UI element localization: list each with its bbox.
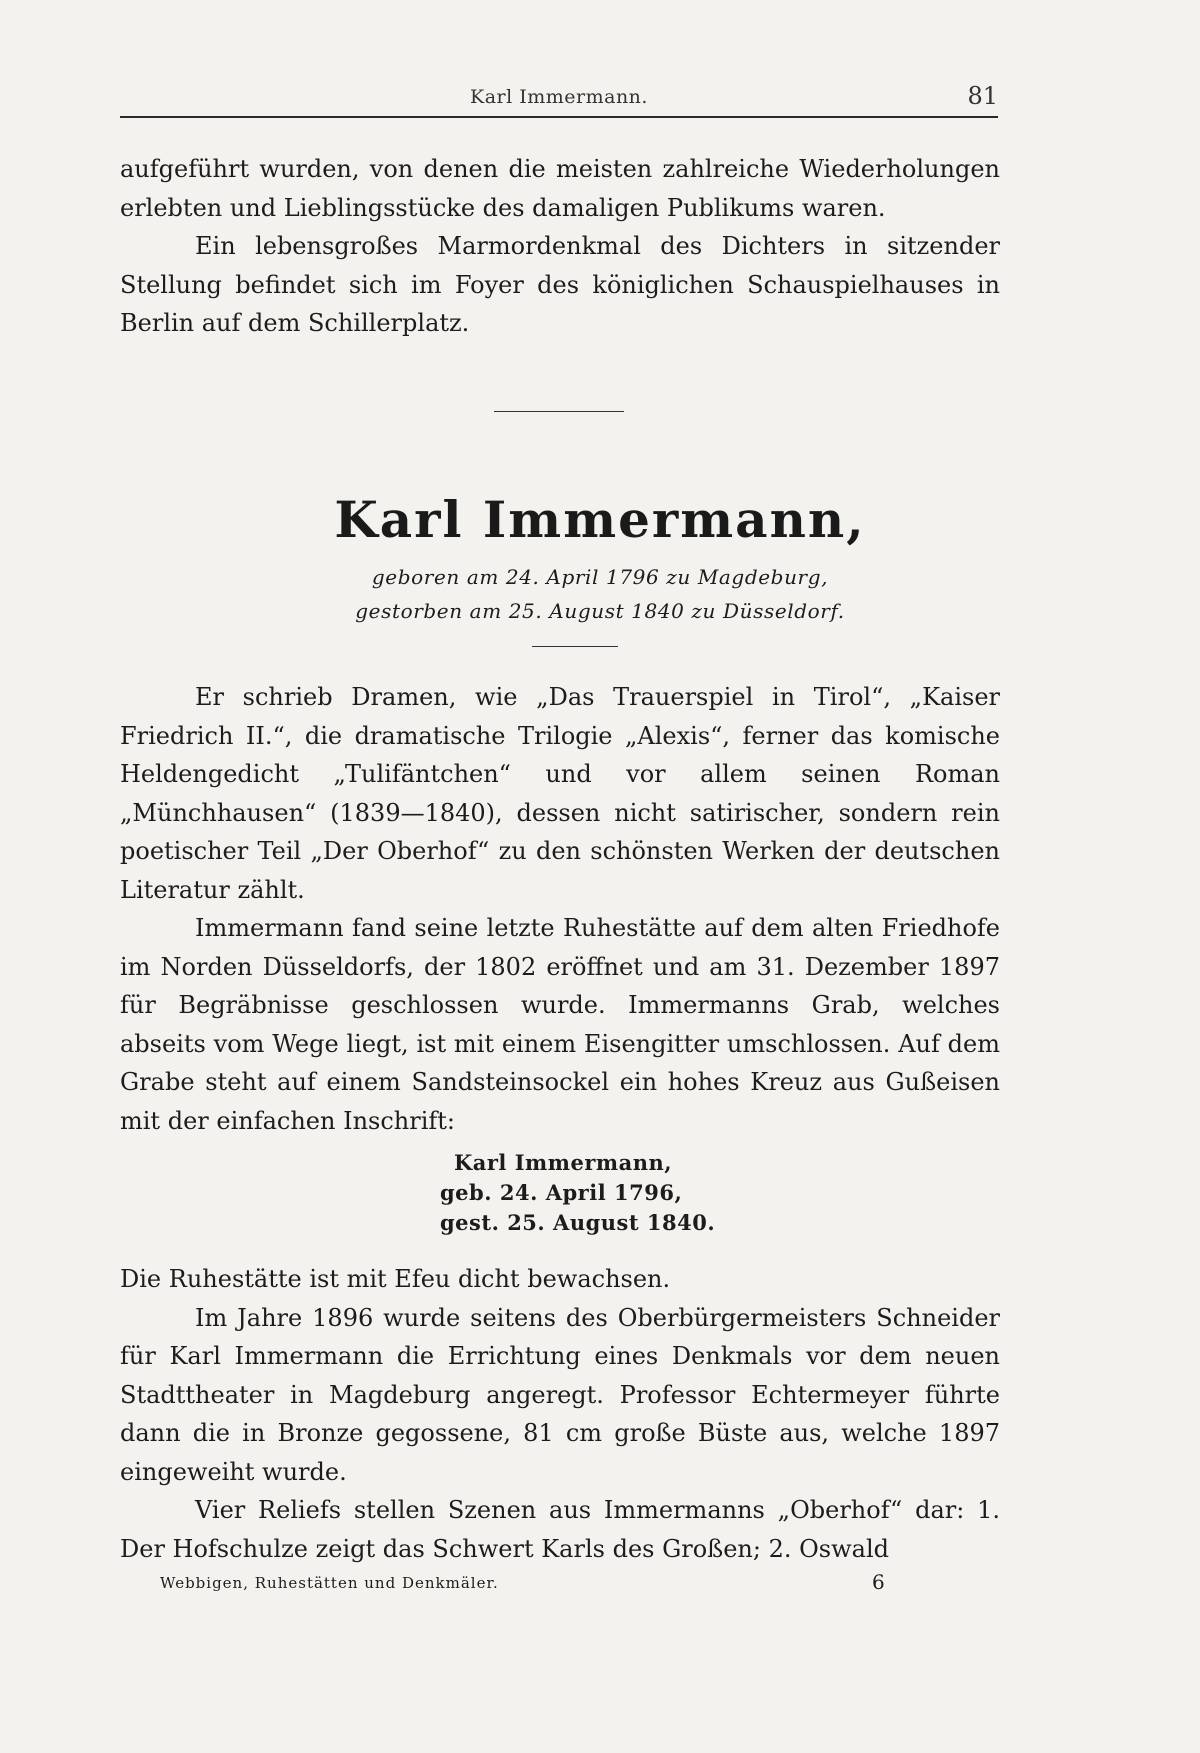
death-line: gestorben am 25. August 1840 zu Düsseldorf. (355, 599, 845, 623)
main-text-lower (120, 1260, 1000, 1568)
section-divider-top (494, 411, 624, 412)
inscription-line: geb. 24. April 1796, (440, 1180, 683, 1205)
section-dates (0, 560, 1200, 628)
running-title: Karl Immermann. (470, 86, 648, 108)
body-paragraph-5: Vier Reliefs stellen Szenen aus Immermanns „Oberhof“ dar: 1. Der Hofschulze zeigt das Schwert Karls des Großen; 2. Oswald (120, 1496, 1000, 1563)
inscription-line: gest. 25. August 1840. (440, 1210, 716, 1235)
grave-inscription (440, 1148, 760, 1238)
section-divider-bottom (532, 646, 618, 647)
body-paragraph-2: Immermann fand seine letzte Ruhestätte auf dem alten Friedhofe im Norden Düsseldorfs, der 1802 eröffnet und am 31. Dezember 1897 für Begräbnisse geschlossen wurde. Immermanns Grab, welches abseits vom Wege liegt, ist mit einem Eisengitter umschlossen. Auf dem Grabe steht auf einem Sandsteinsockel ein hohes Kreuz aus Gußeisen mit der einfachen Inschrift: (120, 914, 1000, 1135)
intro-paragraph-1: aufgeführt wurden, von denen die meisten zahlreiche Wiederholungen erlebten und Lieblingsstücke des damaligen Publikums waren. (120, 155, 1000, 222)
sheet-signature: Webbigen, Ruhestätten und Denkmäler. (160, 1574, 499, 1592)
body-paragraph-3: Die Ruhestätte ist mit Efeu dicht bewachsen. (120, 1265, 671, 1293)
body-paragraph-4: Im Jahre 1896 wurde seitens des Oberbürgermeisters Schneider für Karl Immermann die Errichtung eines Denkmals vor dem neuen Stadttheater in Magdeburg angeregt. Professor Echtermeyer führte dann die in Bronze gegossene, 81 cm große Büste aus, welche 1897 eingeweiht wurde. (120, 1303, 1000, 1486)
body-paragraph-1: Er schrieb Dramen, wie „Das Trauerspiel in Tirol“, „Kaiser Friedrich II.“, die dramatische Trilogie „Alexis“, ferner das komische Heldengedicht „Tulifäntchen“ und vor allem seinen Roman „Münchhausen“ (1839—1840), dessen nicht satirischer, sondern rein poetischer Teil „Der Oberhof“ zu den schönsten Werken der deutschen Literatur zählt. (120, 683, 1000, 904)
intro-paragraph-2: Ein lebensgroßes Marmordenkmal des Dichters in sitzender Stellung befindet sich im Foyer des königlichen Schauspielhauses in Berlin auf dem Schillerplatz. (120, 232, 1000, 337)
inscription-line: Karl Immermann, (454, 1150, 673, 1175)
sheet-number: 6 (872, 1570, 885, 1594)
birth-line: geboren am 24. April 1796 zu Magdeburg, (371, 565, 829, 589)
section-title: Karl Immermann, (334, 490, 866, 549)
intro-text (120, 150, 1000, 343)
page-header (120, 82, 998, 118)
main-text-upper (120, 678, 1000, 1140)
page-number: 81 (967, 82, 998, 110)
